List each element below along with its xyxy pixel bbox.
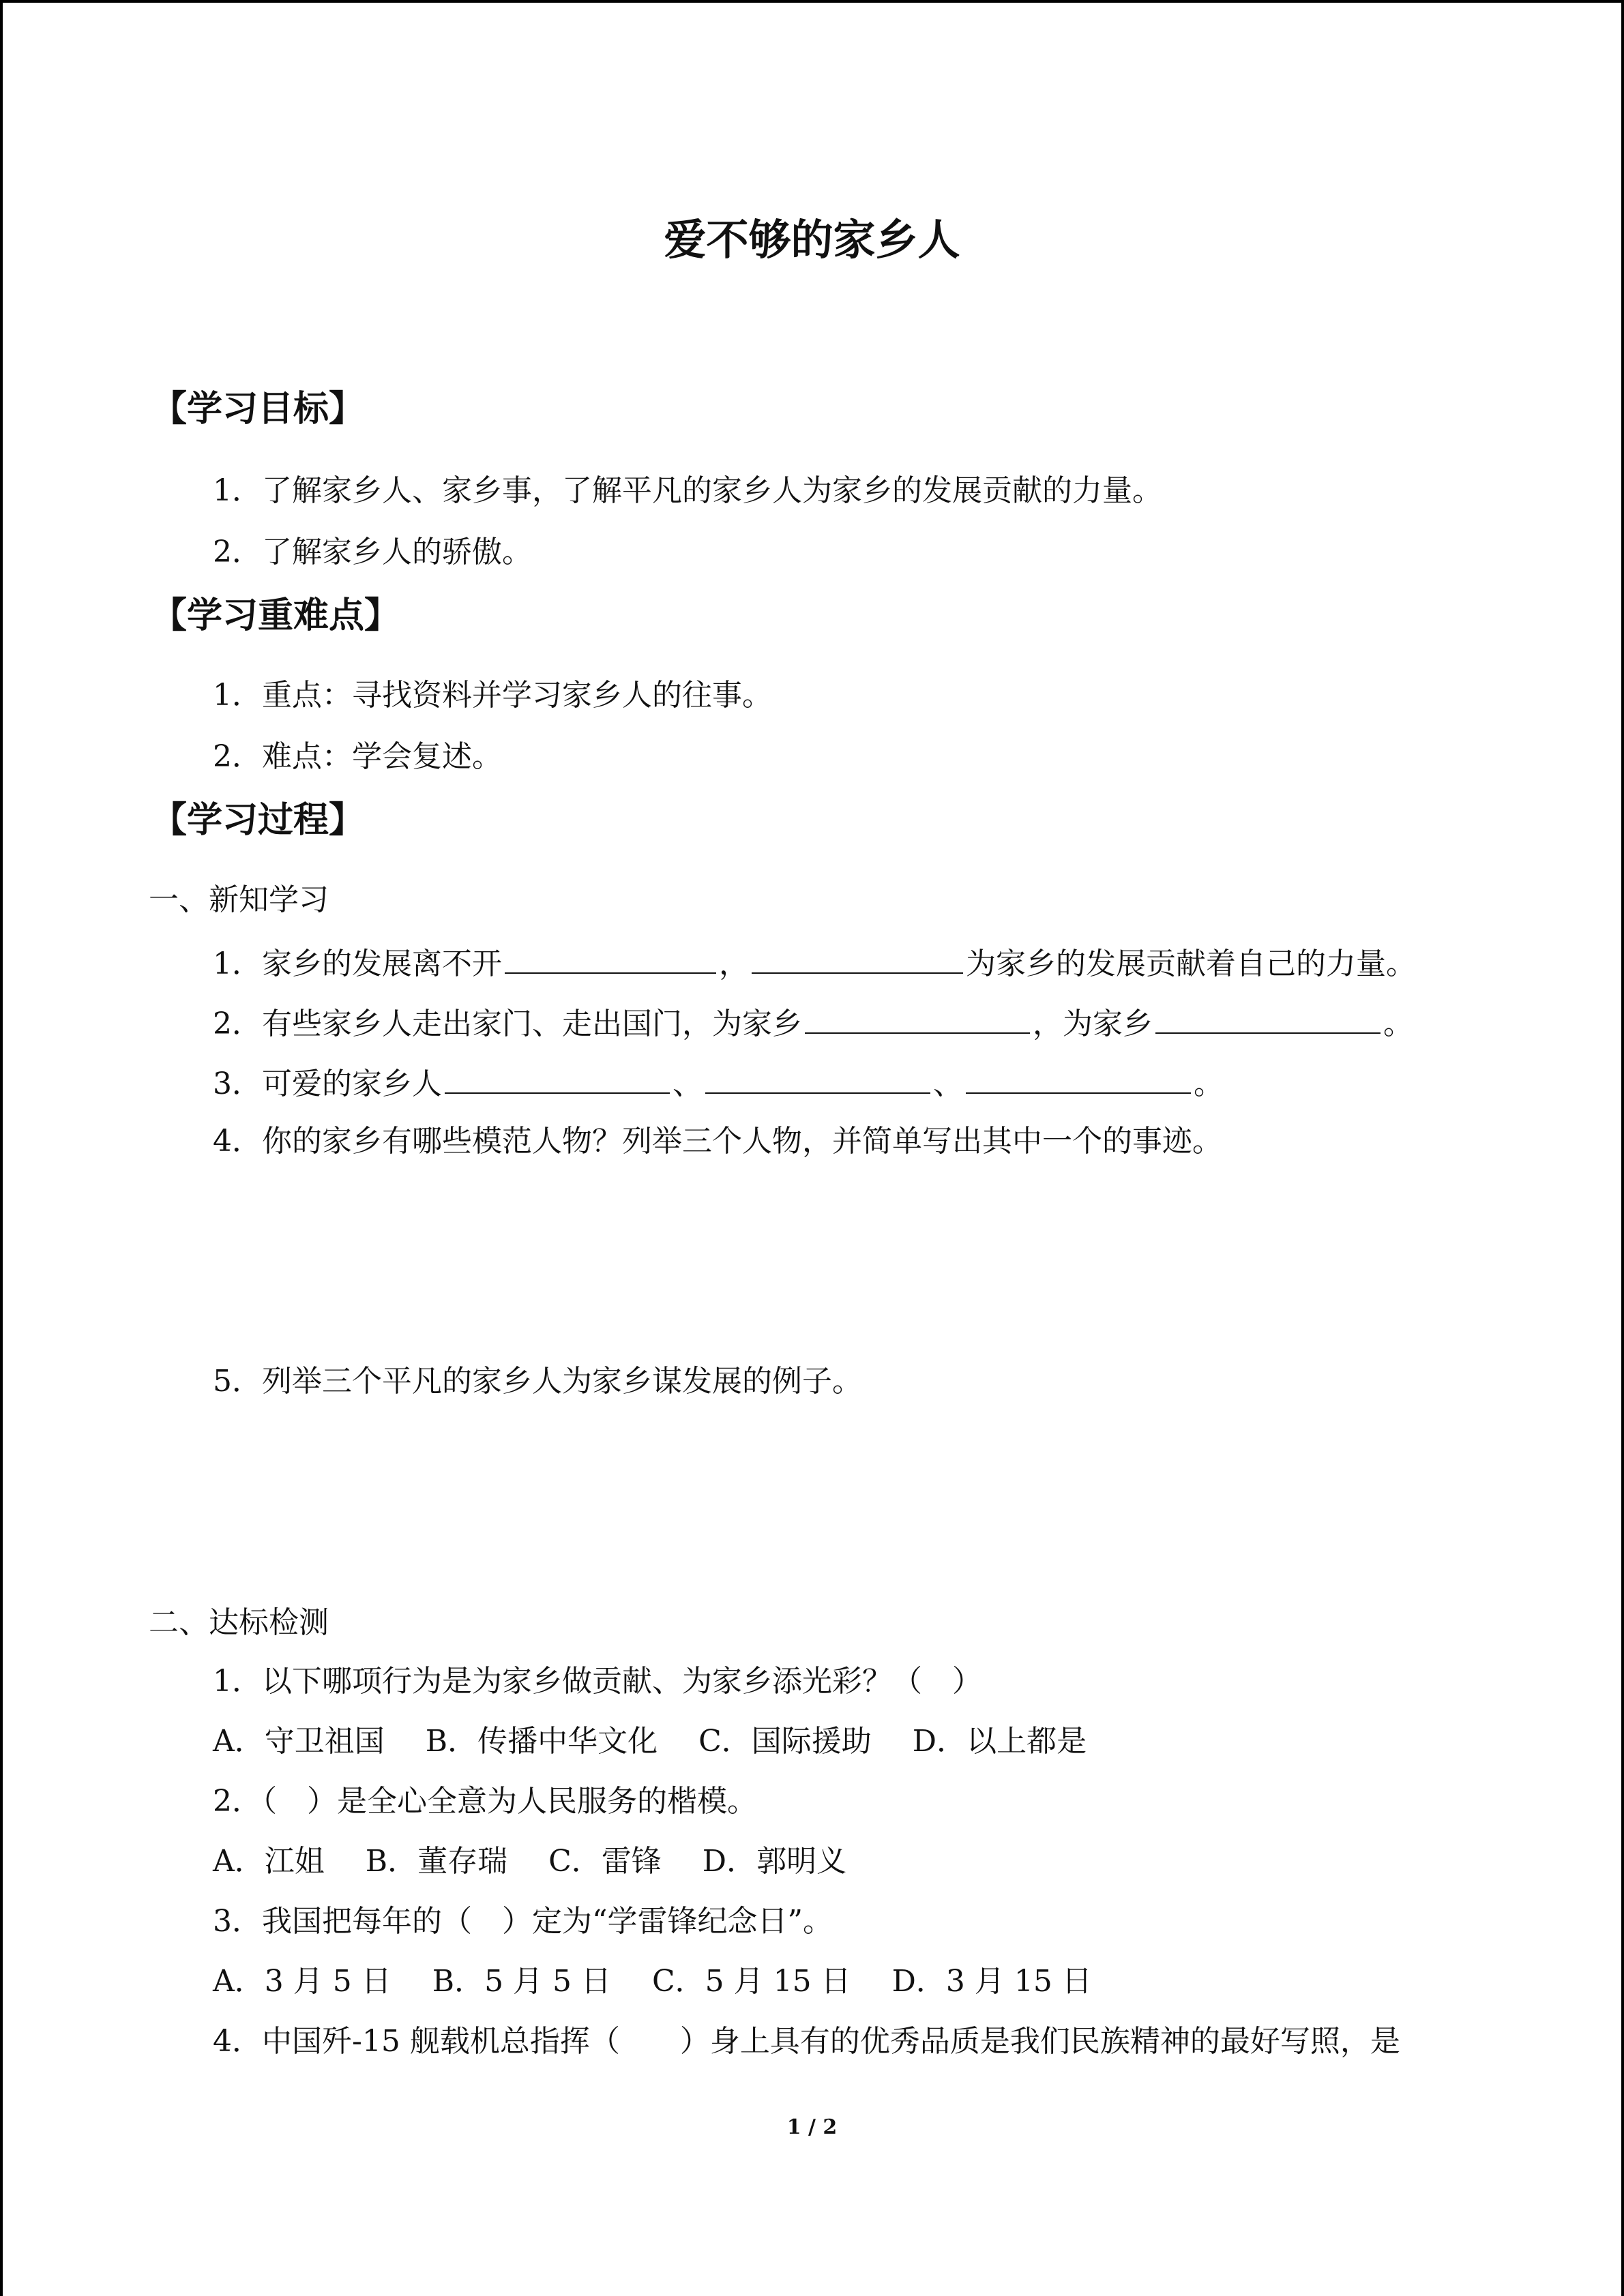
- fill-question-2: [213, 1001, 1413, 1045]
- option-d[interactable]: D．以上都是: [912, 1724, 1087, 1759]
- answer-blank[interactable]: [705, 1061, 930, 1094]
- page-number: 1 / 2: [786, 2115, 838, 2139]
- goal-item: 2．了解家乡人的骄傲。: [213, 535, 532, 569]
- question-text: 2．有些家乡人走出家门、走出国门，为家乡: [213, 1007, 802, 1041]
- page-title: 爱不够的家乡人: [664, 215, 960, 265]
- option-a[interactable]: A．守卫祖国: [213, 1724, 385, 1759]
- section-heading-process: 【学习过程】: [151, 800, 365, 841]
- question-text: 。: [1194, 1067, 1224, 1101]
- question-text: ，: [719, 946, 749, 981]
- page-border: [0, 0, 3, 2296]
- choice-question-2: 2．（ ）是全心全意为人民服务的楷模。: [213, 1784, 757, 1819]
- option-d[interactable]: D．郭明义: [702, 1844, 847, 1879]
- page-border: [0, 0, 1624, 3]
- part-heading-assessment: 二、达标检测: [149, 1605, 329, 1640]
- answer-blank[interactable]: [445, 1061, 670, 1094]
- answer-blank[interactable]: [966, 1061, 1191, 1094]
- open-question-4: 4．你的家乡有哪些模范人物？列举三个人物，并简单写出其中一个的事迹。: [213, 1124, 1222, 1159]
- answer-blank[interactable]: [505, 941, 716, 974]
- answer-blank[interactable]: [1155, 1001, 1381, 1034]
- question-text: 为家乡的发展贡献着自己的力量。: [966, 946, 1416, 981]
- question-text: 、: [673, 1067, 703, 1101]
- page-border: [1621, 0, 1624, 2296]
- option-c[interactable]: C．雷锋: [548, 1844, 662, 1879]
- question-text: 1．家乡的发展离不开: [213, 946, 502, 981]
- question-text: 3．可爱的家乡人: [213, 1067, 442, 1101]
- section-heading-key-points: 【学习重难点】: [151, 595, 400, 636]
- fill-question-3: [213, 1061, 1224, 1105]
- option-b[interactable]: B．传播中华文化: [425, 1724, 658, 1759]
- key-point-item: 2．难点：学会复述。: [213, 739, 502, 774]
- key-point-item: 1．重点：寻找资料并学习家乡人的往事。: [213, 678, 772, 713]
- choice-question-3: 3．我国把每年的（ ）定为“学雷锋纪念日”。: [213, 1904, 833, 1939]
- option-b[interactable]: B．5 月 5 日: [432, 1964, 612, 1999]
- goal-item: 1．了解家乡人、家乡事，了解平凡的家乡人为家乡的发展贡献的力量。: [213, 473, 1162, 508]
- option-b[interactable]: B．董存瑞: [365, 1844, 508, 1879]
- section-heading-goals: 【学习目标】: [151, 389, 365, 430]
- question-text: 、: [933, 1067, 963, 1101]
- option-d[interactable]: D．3 月 15 日: [891, 1964, 1092, 1999]
- choice-question-1: 1．以下哪项行为是为家乡做贡献、为家乡添光彩？（ ）: [213, 1664, 982, 1699]
- choice-options: [213, 1961, 1133, 2002]
- question-text: 。: [1383, 1007, 1413, 1041]
- option-c[interactable]: C．国际援助: [698, 1724, 872, 1759]
- answer-blank[interactable]: [752, 941, 963, 974]
- choice-options: [213, 1721, 1127, 1762]
- open-question-5: 5．列举三个平凡的家乡人为家乡谋发展的例子。: [213, 1364, 862, 1399]
- choice-options: [213, 1841, 887, 1882]
- option-a[interactable]: A．3 月 5 日: [213, 1964, 392, 1999]
- fill-question-1: [213, 941, 1416, 985]
- part-heading-new-knowledge: 一、新知学习: [149, 882, 329, 917]
- answer-blank[interactable]: [805, 1001, 1030, 1034]
- option-c[interactable]: C．5 月 15 日: [652, 1964, 851, 1999]
- option-a[interactable]: A．江姐: [213, 1844, 325, 1879]
- question-text: ，为家乡: [1033, 1007, 1153, 1041]
- choice-question-4: 4．中国歼-15 舰载机总指挥（ ）身上具有的优秀品质是我们民族精神的最好写照，是: [213, 2024, 1400, 2059]
